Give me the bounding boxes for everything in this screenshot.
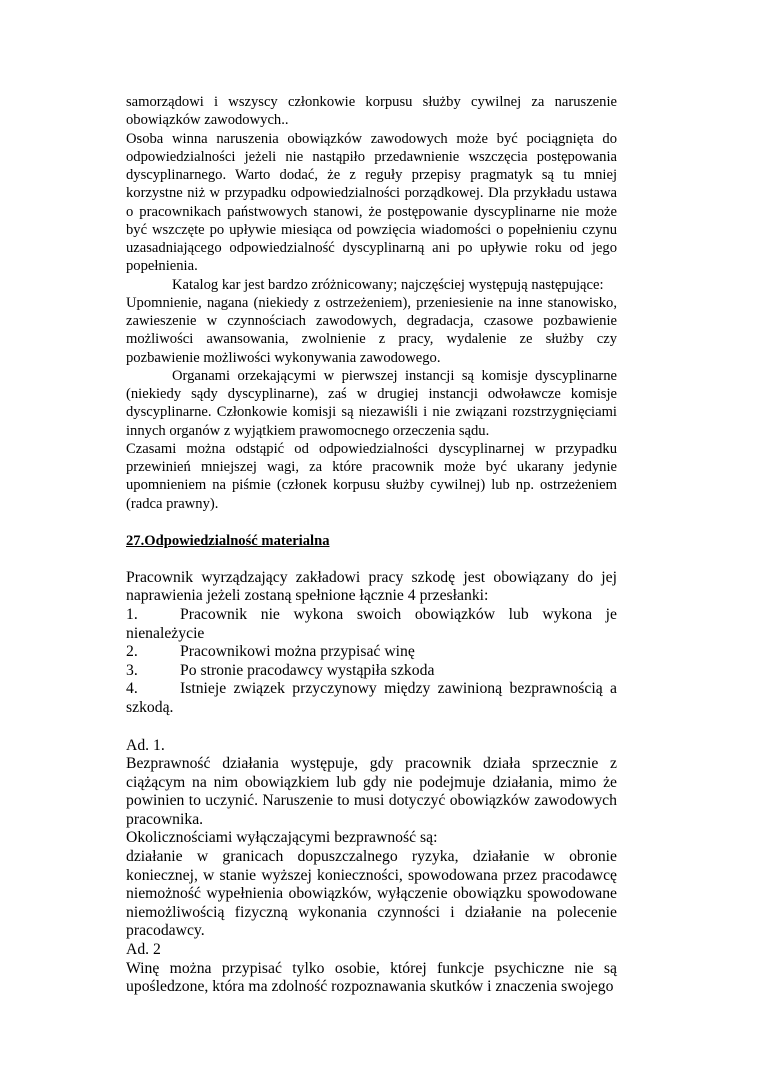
list-item — [126, 680, 617, 717]
list-number: 4. — [126, 680, 138, 698]
list-text: Pracownikowi można przypisać winę — [180, 643, 415, 661]
paragraph: samorządowi i wszyscy członkowie korpusu służby cywilnej za naruszenie obowiązków zawodowych.. — [126, 94, 617, 129]
paragraph: działanie w granicach dopuszczalnego ryzyka, działanie w obronie koniecznej, w stanie wyższej konieczności, spowodowana przez pracodawcę niemożność wypełnienia obowiązków, wyłączenie obowiązku spowodowane niemożliwością fizyczną wykonania czynności i działanie na polecenie pracodawcy. — [126, 848, 617, 940]
list-text: Pracownik nie wykona swoich obowiązków lub wykona je nienależycie — [126, 605, 617, 642]
document-page — [126, 93, 617, 997]
section-material — [126, 569, 617, 997]
paragraph: Okolicznościami wyłączającymi bezprawność są: — [126, 829, 438, 847]
conditions-list — [126, 606, 617, 718]
paragraph: Winę można przypisać tylko osobie, której funkcje psychiczne nie są upośledzone, która ma zdolność rozpoznawania skutków i znaczenia swojego — [126, 959, 617, 996]
list-item — [126, 606, 617, 643]
list-text: Po stronie pracodawcy wystąpiła szkoda — [180, 661, 435, 679]
section-disciplinary — [126, 93, 617, 513]
list-item — [126, 662, 617, 681]
list-number: 2. — [126, 643, 138, 661]
ad1-label: Ad. 1. — [126, 736, 165, 754]
paragraph: Upomnienie, nagana (niekiedy z ostrzeżeniem), przeniesienie na inne stanowisko, zawieszenie w czynnościach zawodowych, degradacja, czasowe pozbawienie możliwości awansowania, zwolnienie z pracy, wydalenie ze służby czy pozbawienie możliwości wykonywania zawodowego. — [126, 294, 617, 366]
paragraph: Czasami można odstąpić od odpowiedzialności dyscyplinarnej w przypadku przewinień mniejszej wagi, za które pracownik może być ukarany jedynie upomnieniem na piśmie (członek korpusu służby cywilnej) lub np. ostrzeżeniem (radca prawny). — [126, 440, 617, 512]
paragraph: Osoba winna naruszenia obowiązków zawodowych może być pociągnięta do odpowiedzialności jeżeli nie nastąpiło przedawnienie wszczęcia postępowania dyscyplinarnego. Warto dodać, że z reguły przepisy pragmatyk są tu mniej korzystne niż w przypadku odpowiedzialności porządkowej. Dla przykładu ustawa o pracownikach państwowych stanowi, że postępowanie dyscyplinarne nie może być wszczęte po upływie miesiąca od powzięcia wiadomości o popełnieniu czynu uzasadniającego odpowiedzialność dyscyplinarną ani po upływie roku od jego popełnienia. — [126, 130, 617, 275]
paragraph: Organami orzekającymi w pierwszej instancji są komisje dyscyplinarne (niekiedy sądy dyscyplinarne), zaś w drugiej instancji odwoławcze komisje dyscyplinarne. Członkowie komisji są niezawiśli i nie związani rozstrzygnięciami innych organów z wyjątkiem prawomocnego orzeczenia sądu. — [126, 367, 617, 439]
paragraph: Bezprawność działania występuje, gdy pracownik działa sprzecznie z ciążącym na nim obowiązkiem lub gdy nie podejmuje działania, mimo że powinien to uczynić. Naruszenie to musi dotyczyć obowiązków zawodowych pracownika. — [126, 755, 617, 828]
ad2-label: Ad. 2 — [126, 941, 161, 959]
paragraph: Pracownik wyrządzający zakładowi pracy szkodę jest obowiązany do jej naprawienia jeżeli zostaną spełnione łącznie 4 przesłanki: — [126, 568, 617, 605]
list-number: 1. — [126, 605, 138, 623]
list-item — [126, 643, 617, 662]
list-text: Istnieje związek przyczynowy między zawinioną bezprawnością a szkodą. — [126, 680, 617, 716]
list-number: 3. — [126, 661, 138, 679]
paragraph: Katalog kar jest bardzo zróżnicowany; najczęściej występują następujące: — [172, 276, 604, 293]
section-heading: 27.Odpowiedzialność materialna — [126, 532, 330, 549]
